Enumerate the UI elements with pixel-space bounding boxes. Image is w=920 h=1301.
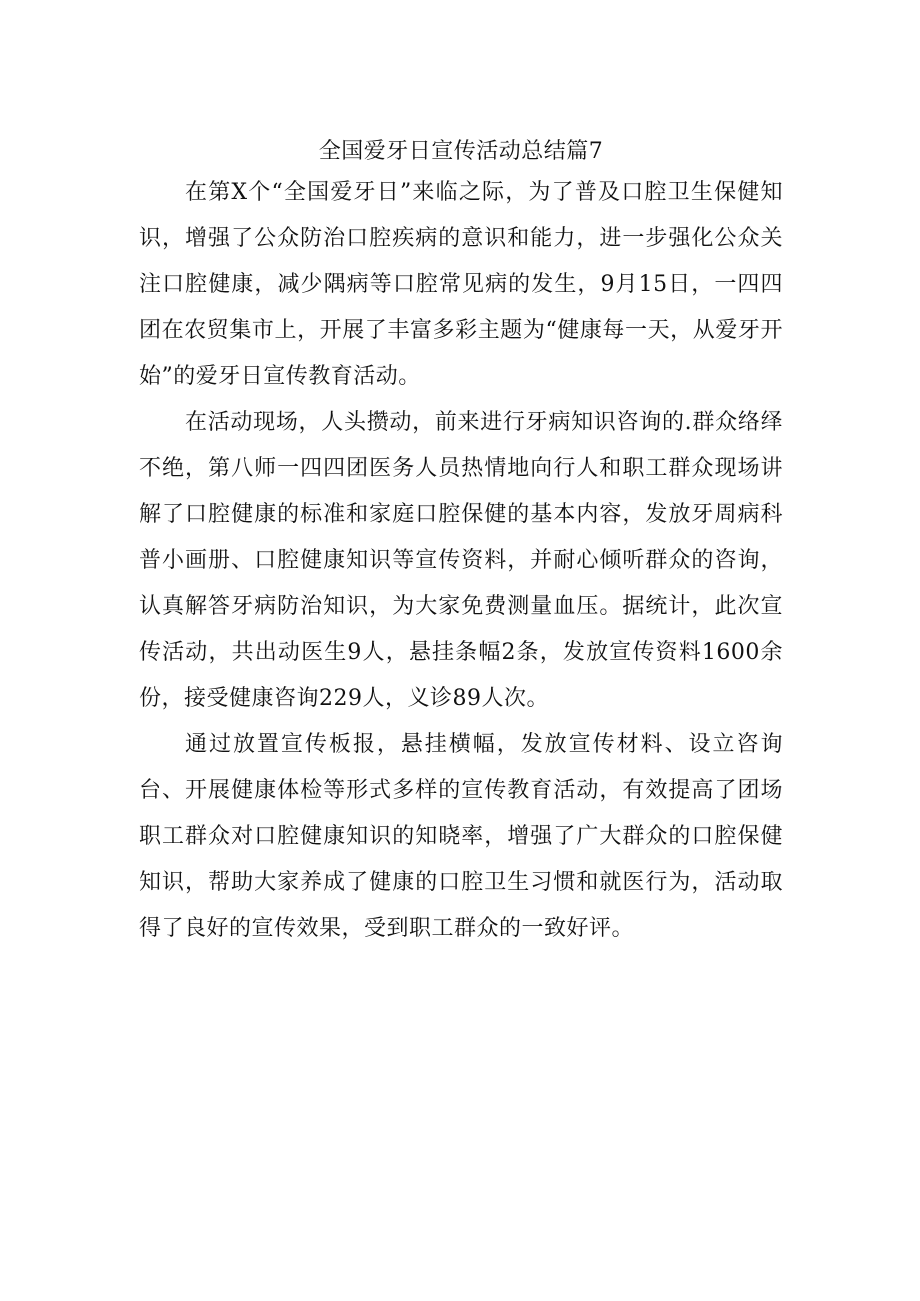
- document-title: 全国爱牙日宣传活动总结篇7: [318, 139, 604, 164]
- paragraph-1: 在第X个“全国爱牙日”来临之际，为了普及口腔卫生保健知识，增强了公众防治口腔疾病的意识和能力，进一步强化公众关注口腔健康，减少隅病等口腔常见病的发生，9月15日，一四四团在农贸集市上，开展了丰富多彩主题为“健康每一天，从爱牙开始”的爱牙日宣传教育活动。: [139, 180, 783, 389]
- paragraph-2: 在活动现场，人头攒动，前来进行牙病知识咨询的.群众络绎不绝，第八师一四四团医务人员热情地向行人和职工群众现场讲解了口腔健康的标准和家庭口腔保健的基本内容，发放牙周病科普小画册、口腔健康知识等宣传资料，并耐心倾听群众的咨询，认真解答牙病防治知识，为大家免费测量血压。据统计，此次宣传活动，共出动医生9人，悬挂条幅2条，发放宣传资料1600余份，接受健康咨询229人，义诊89人次。: [139, 410, 783, 711]
- document-body: [139, 134, 783, 952]
- paragraph-3: 通过放置宣传板报，悬挂横幅，发放宣传材料、设立咨询台、开展健康体检等形式多样的宣传教育活动，有效提高了团场职工群众对口腔健康知识的知晓率，增强了广大群众的口腔保健知识，帮助大家养成了健康的口腔卫生习惯和就医行为，活动取得了良好的宣传效果，受到职工群众的一致好评。: [139, 732, 783, 941]
